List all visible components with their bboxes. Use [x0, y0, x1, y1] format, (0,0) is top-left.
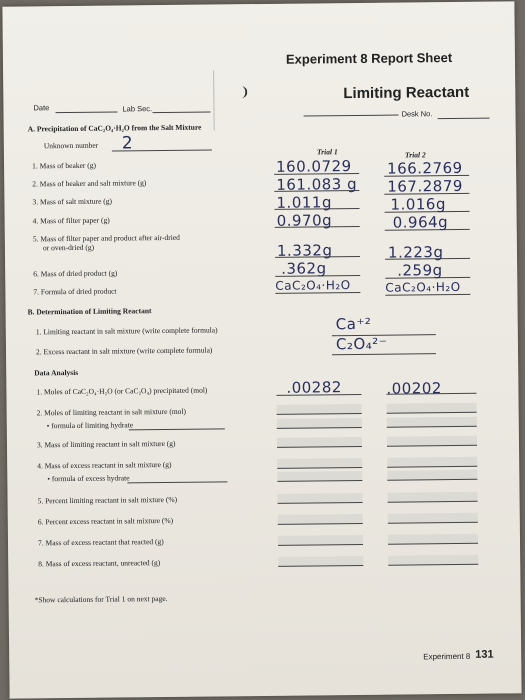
row-b2-line — [332, 353, 436, 355]
row-a5-label: 5. Mass of filter paper and product after air-dried — [32, 232, 180, 244]
row-a5-label-cont: or oven-dried (g) — [42, 242, 95, 253]
row-d3-label: 3. Mass of limiting reactant in salt mixture (g) — [36, 438, 176, 450]
row-d1-trial2[interactable]: .00202 — [386, 379, 443, 398]
row-d7-label: 7. Mass of excess reactant that reacted (g) — [37, 537, 164, 548]
row-d2-label: 2. Moles of limiting reactant in salt mixture (mol) — [36, 406, 187, 418]
row-d7-trial1[interactable] — [278, 535, 363, 546]
row-d4b-line — [127, 481, 227, 483]
header-divider — [213, 70, 215, 130]
row-a4-trial1[interactable]: 0.970g — [276, 211, 333, 230]
pencil-mark — [235, 86, 247, 98]
row-d4b-label: • formula of excess hydrate — [47, 473, 130, 484]
row-d6-trial2[interactable] — [388, 513, 478, 524]
row-d4-trial2[interactable] — [387, 457, 477, 468]
data-analysis-heading: Data Analysis — [34, 367, 79, 378]
row-a6-trial2[interactable]: .259g — [397, 261, 443, 280]
row-d2b-line — [129, 428, 225, 430]
row-d1-label: 1. Moles of CaC₂O₄·H₂O (or CaC₂O₄) precipitated (mol) — [36, 385, 208, 397]
row-d2-trial1[interactable] — [277, 404, 362, 415]
section-a-heading: A. Precipitation of CaC₂O₄·H₂O from the Salt Mixture — [27, 122, 202, 134]
unknown-number-label: Unknown number — [43, 140, 99, 151]
row-d8-label: 8. Mass of excess reactant, unreacted (g) — [38, 558, 161, 569]
calculation-note: *Show calculations for Trial 1 on next page. — [34, 594, 168, 605]
row-d5-trial2[interactable] — [388, 492, 478, 503]
lab-sec-label: Lab Sec. — [122, 104, 153, 114]
row-a1-trial1[interactable]: 160.0729 — [275, 157, 352, 176]
row-a4-label: 4. Mass of filter paper (g) — [32, 215, 110, 226]
row-a2-trial2[interactable]: 167.2879 — [387, 176, 463, 196]
row-d4b-trial2[interactable] — [387, 470, 477, 481]
row-d1-trial1[interactable]: .00282 — [286, 378, 342, 397]
row-d8-trial1[interactable] — [278, 556, 363, 567]
row-a2-trial1[interactable]: 161.083 g — [276, 174, 358, 194]
row-a2-label: 2. Mass of beaker and salt mixture (g) — [32, 178, 147, 189]
row-d8-trial2[interactable] — [388, 555, 478, 566]
row-d7-trial2[interactable] — [388, 534, 478, 545]
row-a7-trial1[interactable]: CaC₂O₄·H₂O — [275, 278, 351, 293]
row-a5-trial1[interactable]: 1.332g — [276, 241, 333, 260]
row-b1-value[interactable]: Ca⁺² — [335, 314, 372, 334]
row-d4-label: 4. Mass of excess reactant in salt mixture (g) — [37, 459, 172, 471]
row-a1-trial2[interactable]: 166.2769 — [387, 158, 463, 178]
report-sheet — [2, 1, 521, 698]
row-a6-label: 6. Mass of dried product (g) — [33, 268, 118, 279]
row-a6-trial1[interactable]: .362g — [281, 259, 327, 278]
row-d2-trial2[interactable] — [387, 403, 477, 414]
row-b1-label: 1. Limiting reactant in salt mixture (write complete formula) — [35, 325, 218, 337]
report-subtitle: Limiting Reactant — [343, 83, 470, 103]
row-a4-trial2[interactable]: 0.964g — [392, 213, 449, 232]
row-a3-trial2[interactable]: 1.016g — [390, 195, 447, 214]
row-a7-label: 7. Formula of dried product — [33, 286, 117, 297]
row-d2b-label: • formula of limiting hydrate — [46, 420, 134, 431]
name-field[interactable] — [304, 115, 399, 117]
row-d5-trial1[interactable] — [278, 493, 363, 504]
desk-no-field[interactable] — [438, 118, 490, 120]
trial-2-header: Trial 2 — [404, 150, 426, 160]
row-d2b-trial1[interactable] — [277, 418, 362, 429]
lab-sec-field[interactable] — [153, 112, 211, 114]
row-b2-label: 2. Excess reactant in salt mixture (write complete formula) — [35, 345, 213, 357]
row-d5-label: 5. Percent limiting reactant in salt mixture (%) — [37, 494, 178, 506]
row-a7-trial2[interactable]: CaC₂O₄·H₂O — [385, 279, 461, 295]
row-d6-trial1[interactable] — [278, 514, 363, 525]
date-label: Date — [33, 103, 50, 113]
row-b2-value[interactable]: C₂O₄²⁻ — [335, 334, 388, 354]
page-number: 131 — [475, 648, 494, 661]
unknown-number-value: 2 — [121, 133, 134, 154]
row-a3-trial1[interactable]: 1.011g — [276, 193, 333, 212]
report-title: Experiment 8 Report Sheet — [285, 49, 453, 67]
section-b-heading: B. Determination of Limiting Reactant — [27, 306, 152, 317]
row-d4-trial1[interactable] — [277, 458, 362, 469]
row-a5-trial2[interactable]: 1.223g — [387, 243, 444, 262]
row-d2b-trial2[interactable] — [387, 417, 477, 428]
page-experiment-label: Experiment 8 — [423, 651, 471, 662]
date-field[interactable] — [55, 112, 117, 114]
row-d6-label: 6. Percent excess reactant in salt mixture (%) — [37, 515, 174, 527]
trial-1-header: Trial 1 — [316, 147, 338, 157]
row-d4b-trial1[interactable] — [277, 471, 362, 482]
row-d3-trial2[interactable] — [387, 436, 477, 447]
row-d3-trial1[interactable] — [277, 437, 362, 448]
desk-no-label: Desk No. — [401, 109, 433, 119]
row-a1-label: 1. Mass of beaker (g) — [32, 160, 97, 171]
row-a3-label: 3. Mass of salt mixture (g) — [32, 196, 113, 207]
